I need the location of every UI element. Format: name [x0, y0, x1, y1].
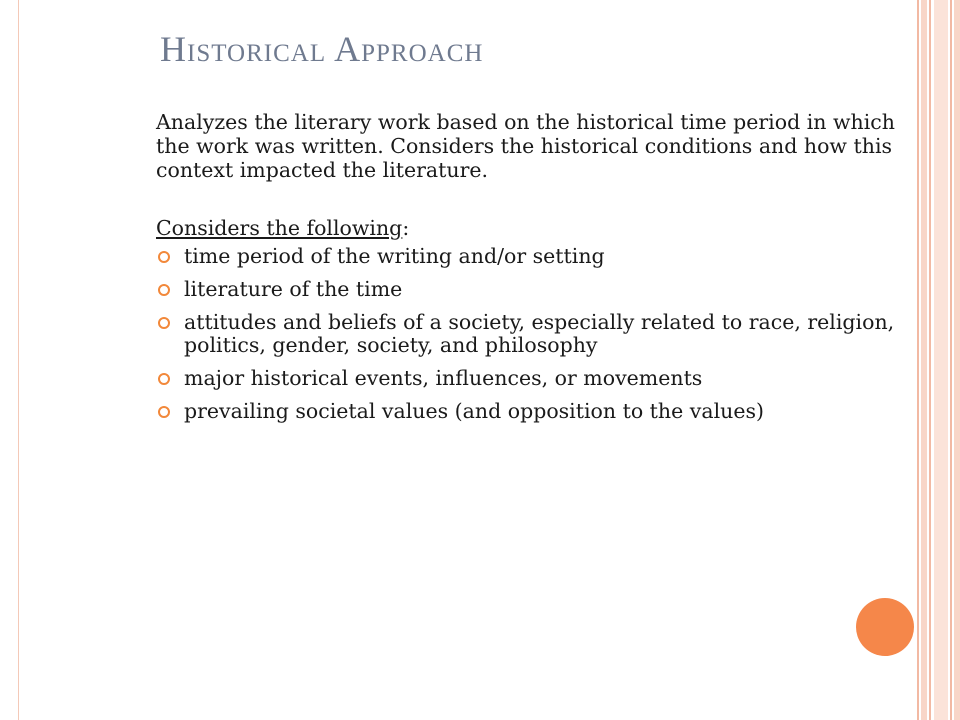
right-stripe [950, 0, 952, 720]
list-item [156, 311, 906, 357]
circle-bullet-icon [158, 284, 170, 296]
list-item-text: attitudes and beliefs of a society, especially related to race, religion, politics, gender, society, and philosophy [184, 310, 895, 357]
list-item-text: major historical events, influences, or movements [184, 366, 703, 390]
slide-title: Historical Approach [160, 29, 484, 69]
slide-body [156, 110, 906, 433]
orange-circle-icon [856, 598, 914, 656]
list-item [156, 400, 906, 423]
intro-paragraph: Analyzes the literary work based on the historical time period in which the work was written. Considers the historical conditions and how this context impacted the literature. [156, 110, 895, 182]
circle-bullet-icon [158, 317, 170, 329]
circle-bullet-icon [158, 251, 170, 263]
list-lead [156, 216, 906, 241]
right-stripe [954, 0, 960, 720]
list-item [156, 278, 906, 301]
list-item-text: time period of the writing and/or setting [184, 244, 605, 268]
list-item [156, 245, 906, 268]
right-stripe [934, 0, 948, 720]
right-stripe [917, 0, 919, 720]
list-item-text: prevailing societal values (and opposition to the values) [184, 399, 764, 423]
list-lead-underlined: Considers the following [156, 216, 403, 240]
bullet-list [156, 245, 906, 423]
list-item-text: literature of the time [184, 277, 403, 301]
circle-bullet-icon [158, 373, 170, 385]
right-stripe [929, 0, 931, 720]
right-stripe [921, 0, 927, 720]
circle-bullet-icon [158, 406, 170, 418]
list-item [156, 367, 906, 390]
list-lead-suffix: : [402, 216, 410, 240]
left-frame-line [18, 0, 19, 720]
